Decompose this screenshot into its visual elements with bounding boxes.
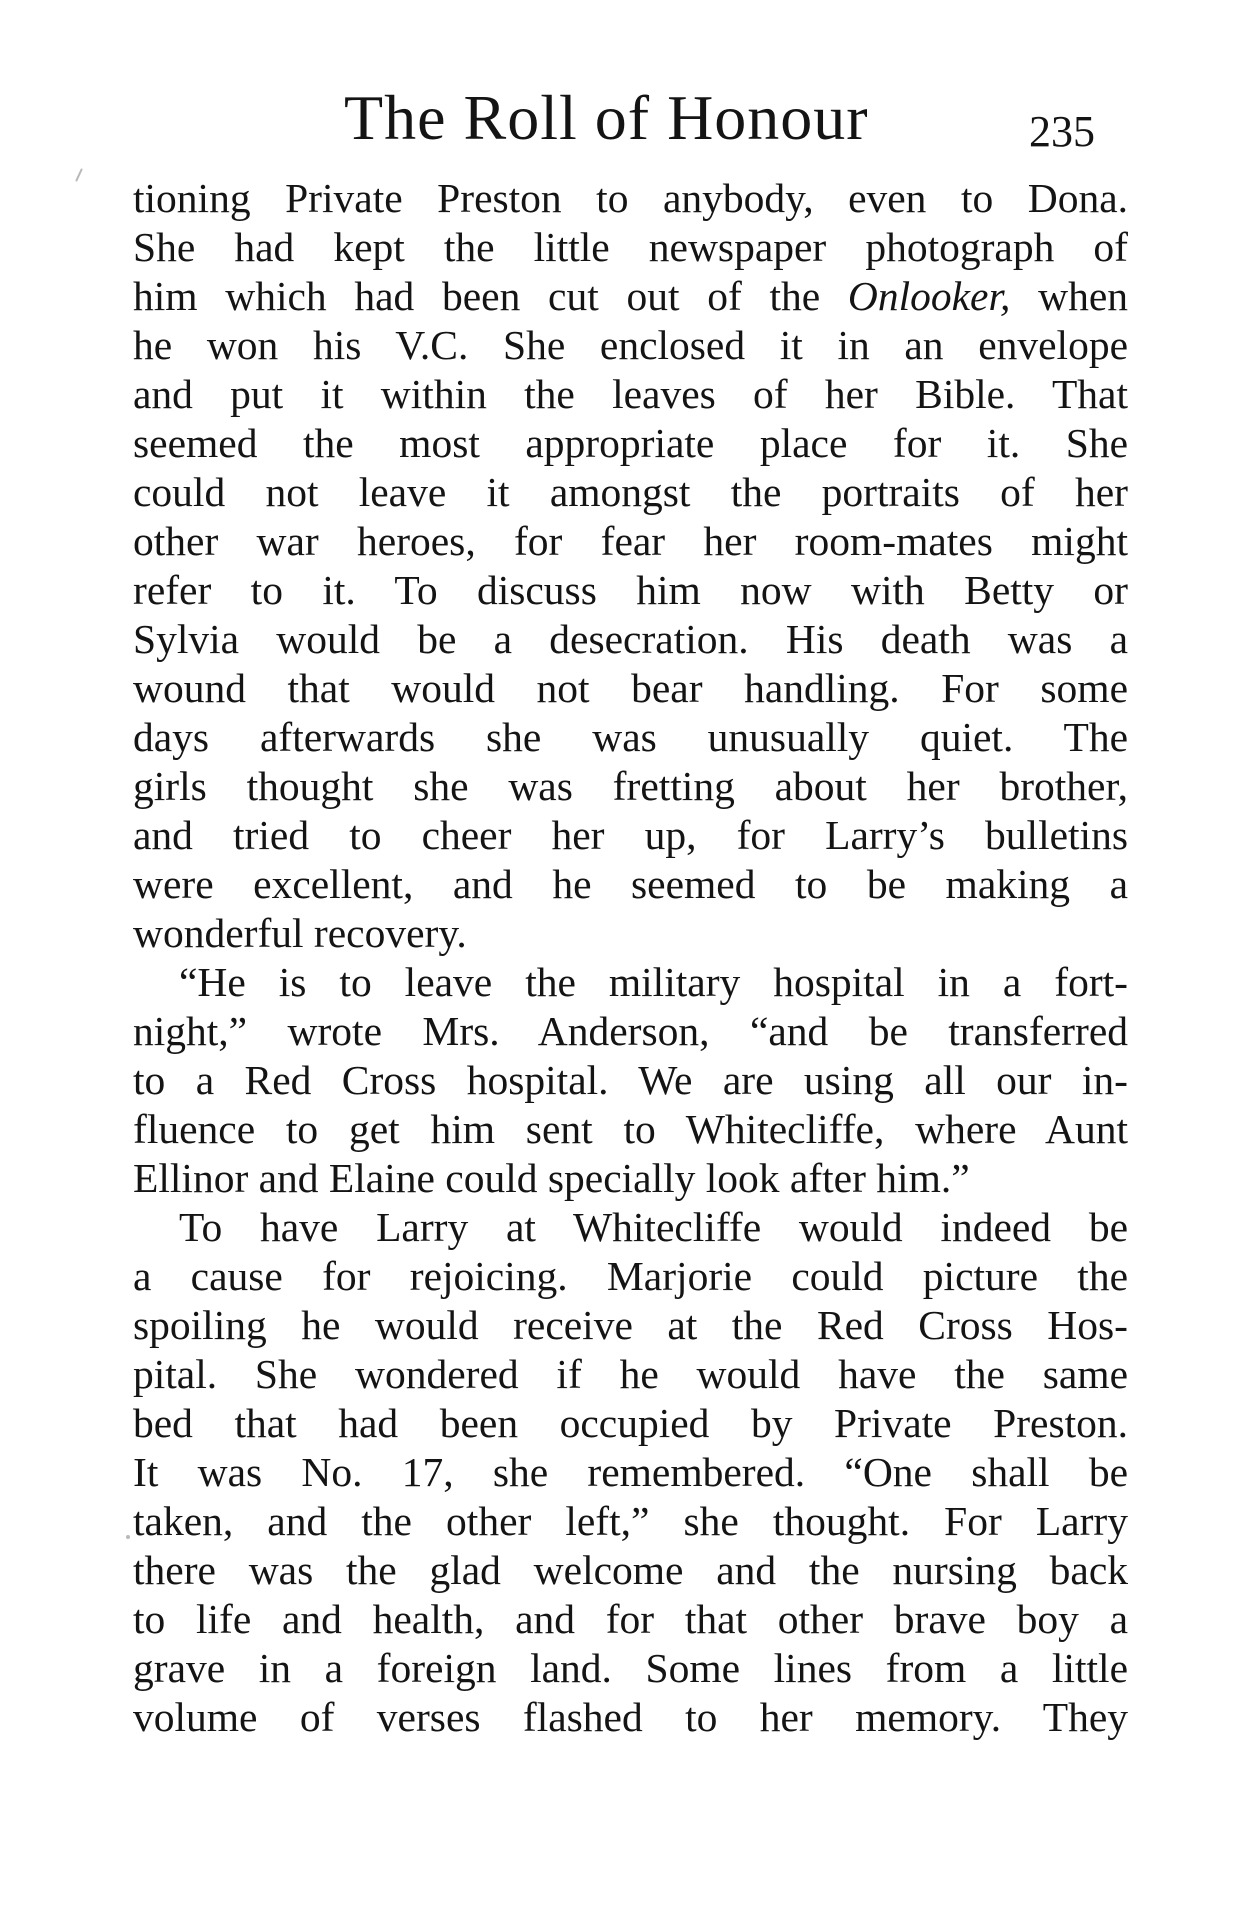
text-line: to life and health, and for that other brave boy a xyxy=(133,1596,1128,1642)
text-line: girls thought she was fretting about her brother, xyxy=(133,763,1128,809)
text-line: seemed the most appropriate place for it. She xyxy=(133,420,1128,466)
text-line: taken, and the other left,” she thought. For Larry xyxy=(133,1498,1128,1544)
text-line: refer to it. To discuss him now with Betty or xyxy=(133,567,1128,613)
text-line: Sylvia would be a desecration. His death was a xyxy=(133,616,1128,662)
text-line: days afterwards she was unusually quiet. The xyxy=(133,714,1128,760)
text-line: tioning Private Preston to anybody, even to Dona. xyxy=(133,175,1128,221)
text-line: wound that would not bear handling. For some xyxy=(133,665,1128,711)
text-line: he won his V.C. She enclosed it in an envelope xyxy=(133,322,1128,368)
text-line: spoiling he would receive at the Red Cross Hos- xyxy=(133,1302,1128,1348)
text-line: a cause for rejoicing. Marjorie could picture the xyxy=(133,1253,1128,1299)
page-number: 235 xyxy=(1029,107,1095,156)
scan-speck xyxy=(126,1535,130,1539)
text-line xyxy=(133,272,1128,321)
text-line: pital. She wondered if he would have the same xyxy=(133,1351,1128,1397)
text-line: She had kept the little newspaper photograph of xyxy=(133,224,1128,270)
italic-title: Onlooker, xyxy=(847,273,1011,319)
scan-speck xyxy=(75,168,83,182)
text-line: night,” wrote Mrs. Anderson, “and be transferred xyxy=(133,1008,1128,1054)
text-line: to a Red Cross hospital. We are using all our in- xyxy=(133,1057,1128,1103)
text-line: It was No. 17, she remembered. “One shall be xyxy=(133,1449,1128,1495)
text-line: other war heroes, for fear her room-mates might xyxy=(133,518,1128,564)
text-line: and tried to cheer her up, for Larry’s bulletins xyxy=(133,812,1128,858)
text-line: there was the glad welcome and the nursing back xyxy=(133,1547,1128,1593)
text-line: Ellinor and Elaine could specially look after him.” xyxy=(133,1155,970,1201)
running-title: The Roll of Honour xyxy=(344,82,869,153)
text-line: bed that had been occupied by Private Preston. xyxy=(133,1400,1128,1446)
text-run: him which had been cut out of the xyxy=(133,273,848,319)
text-line: were excellent, and he seemed to be making a xyxy=(133,861,1128,907)
text-line: “He is to leave the military hospital in a fort- xyxy=(179,959,1128,1005)
text-line: grave in a foreign land. Some lines from a little xyxy=(133,1645,1128,1691)
running-head xyxy=(0,78,1243,158)
text-line: wonderful recovery. xyxy=(133,910,467,956)
text-run: when xyxy=(1010,273,1129,319)
text-line: could not leave it amongst the portraits of her xyxy=(133,469,1128,515)
text-line: To have Larry at Whitecliffe would indeed be xyxy=(179,1204,1128,1250)
text-line: fluence to get him sent to Whitecliffe, where Aunt xyxy=(133,1106,1128,1152)
body-text xyxy=(133,174,1128,1742)
text-line: and put it within the leaves of her Bible. That xyxy=(133,371,1128,417)
text-line: volume of verses flashed to her memory. They xyxy=(133,1694,1128,1740)
